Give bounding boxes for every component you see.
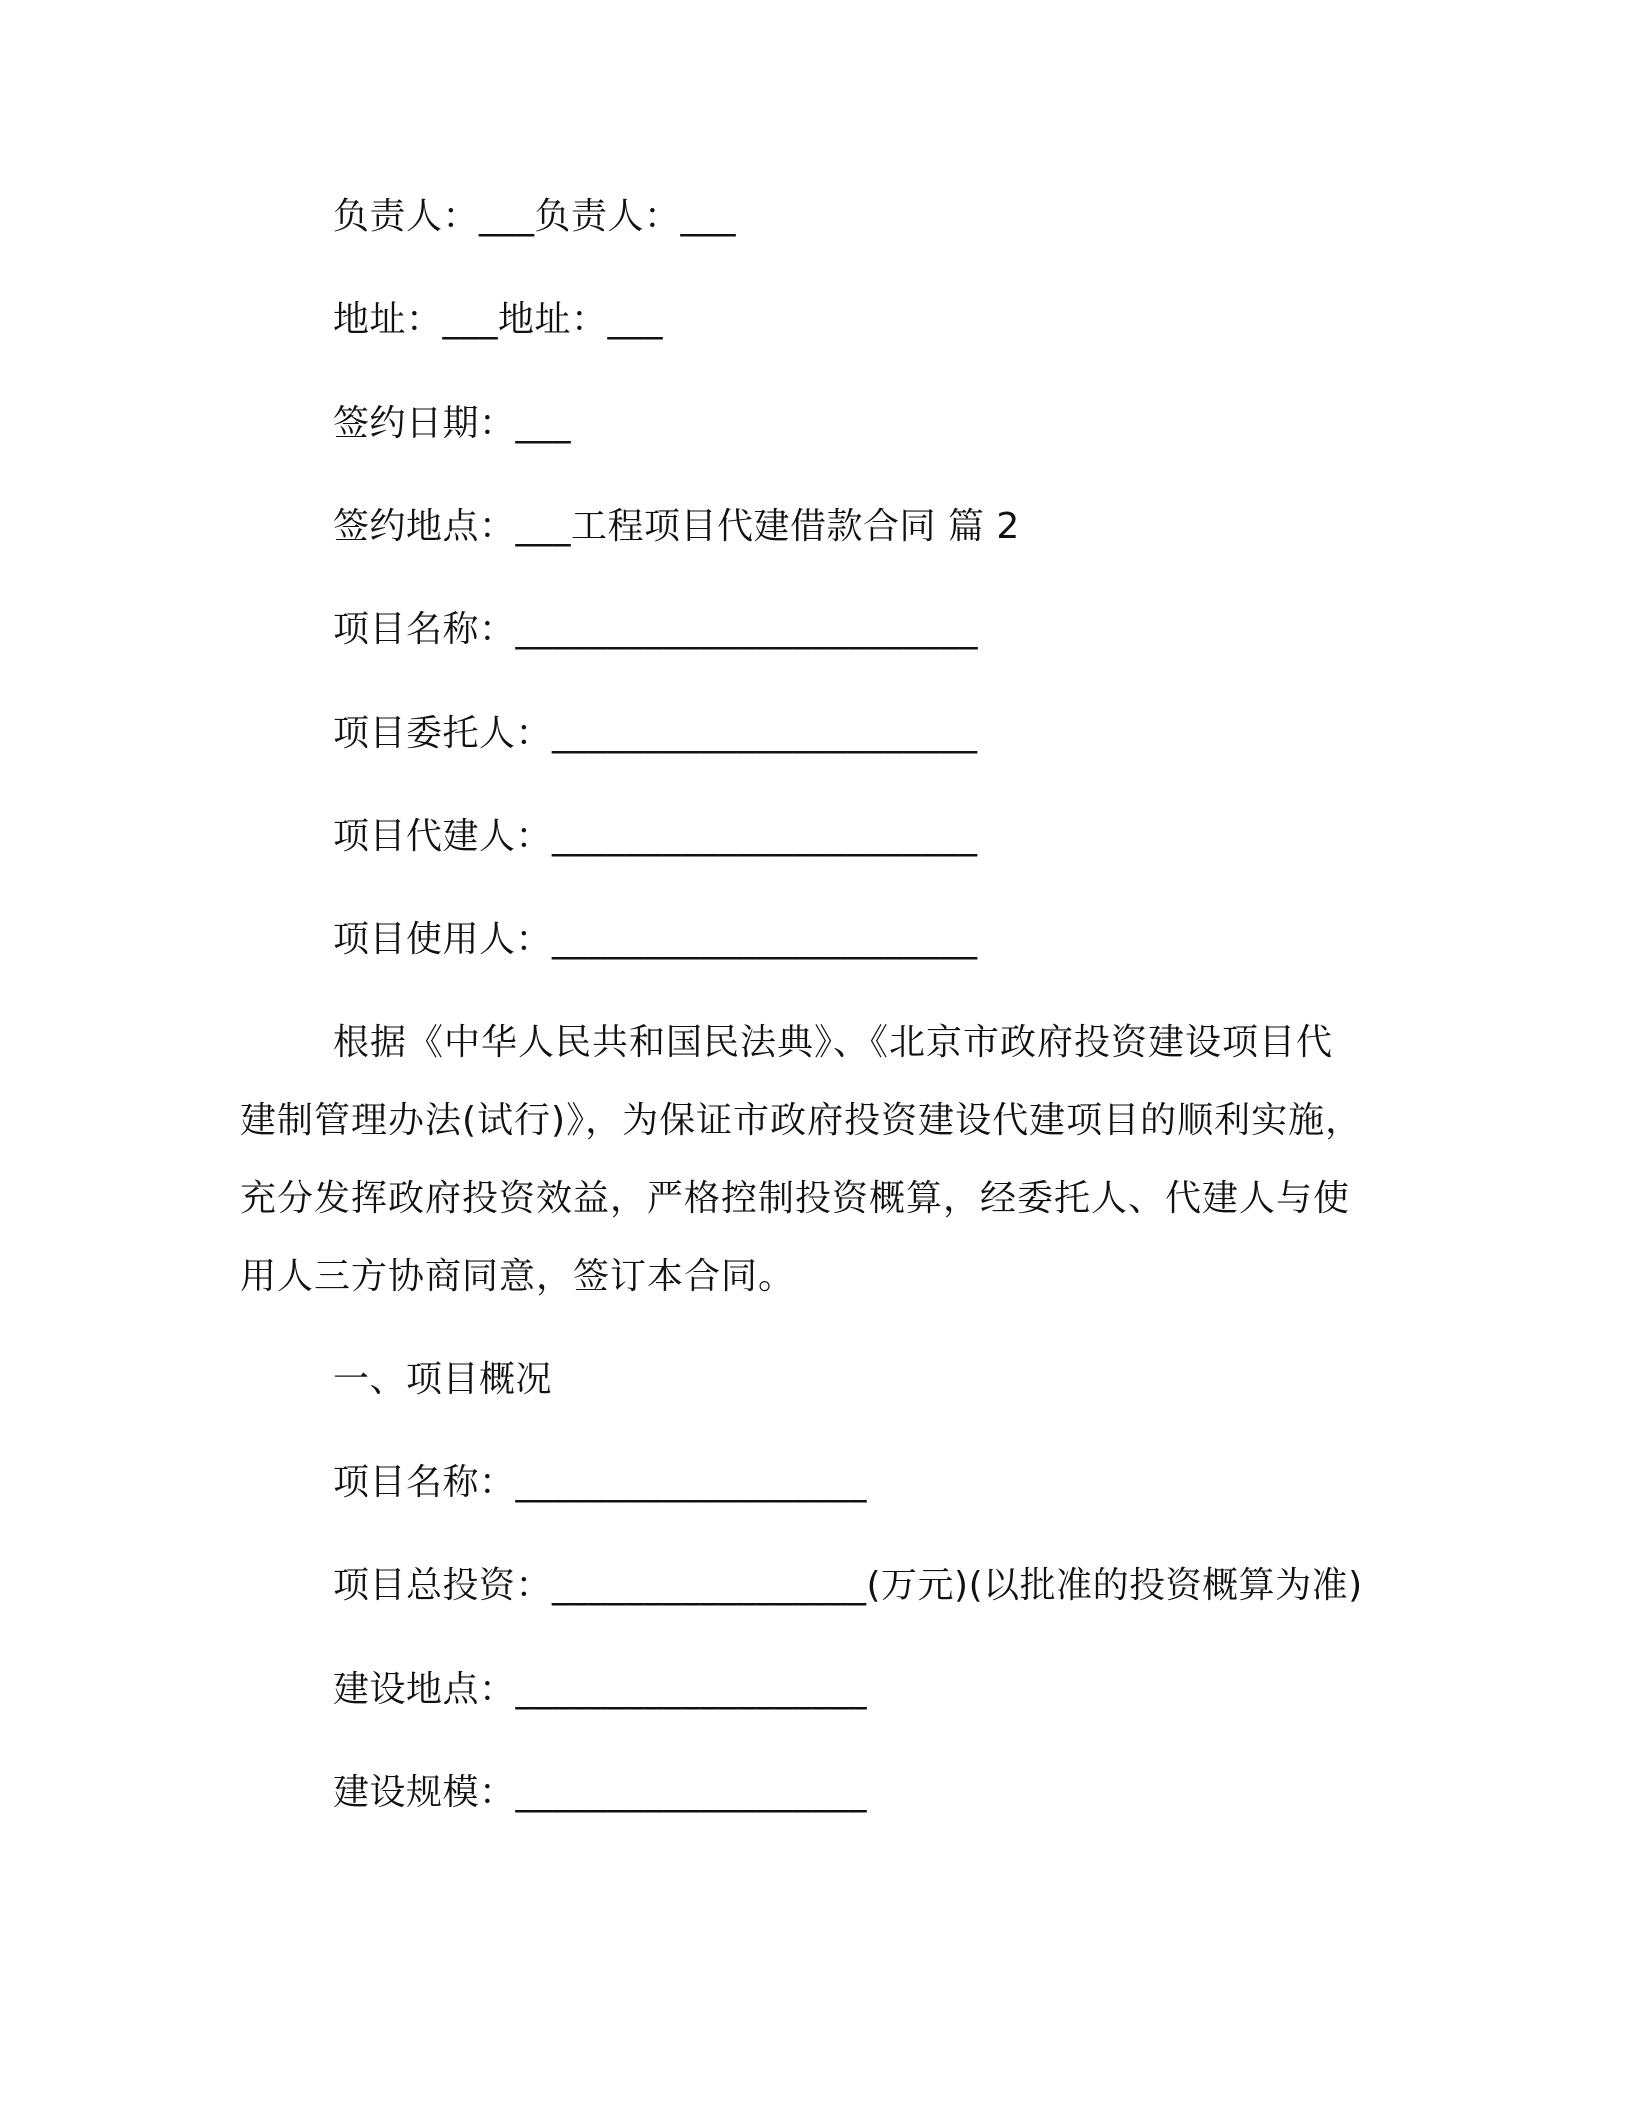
preamble-paragraph: [240, 1019, 1390, 1331]
responsible-person-line: 负责人：___负责人：___: [333, 196, 737, 237]
section-heading: 一、项目概况: [333, 1359, 553, 1400]
project-agent-builder-line: 项目代建人：_______________________: [333, 816, 978, 857]
total-investment-line: 项目总投资：_________________(万元)(以批准的投资概算为准): [333, 1565, 1363, 1606]
signing-date-line: 签约日期：___: [333, 403, 572, 444]
address-line: 地址：___地址：___: [333, 299, 664, 340]
preamble-line: 建制管理办法(试行)》，为保证市政府投资建设代建项目的顺利实施，: [240, 1100, 1363, 1141]
preamble-line: 根据《中华人民共和国民法典》、《北京市政府投资建设项目代: [333, 1022, 1334, 1063]
construction-site-line: 建设地点：___________________: [333, 1669, 868, 1710]
construction-scale-line: 建设规模：___________________: [333, 1772, 868, 1813]
project-user-line: 项目使用人：_______________________: [333, 919, 978, 960]
signing-place-line: 签约地点：___工程项目代建借款合同 篇 2: [333, 506, 1020, 547]
project-name-line: 项目名称：_________________________: [333, 609, 979, 650]
project-principal-line: 项目委托人：_______________________: [333, 713, 978, 754]
preamble-line: 充分发挥政府投资效益，严格控制投资概算，经委托人、代建人与使: [240, 1178, 1351, 1219]
preamble-line: 用人三方协商同意，签订本合同。: [240, 1256, 796, 1297]
overview-project-name-line: 项目名称：___________________: [333, 1462, 868, 1503]
